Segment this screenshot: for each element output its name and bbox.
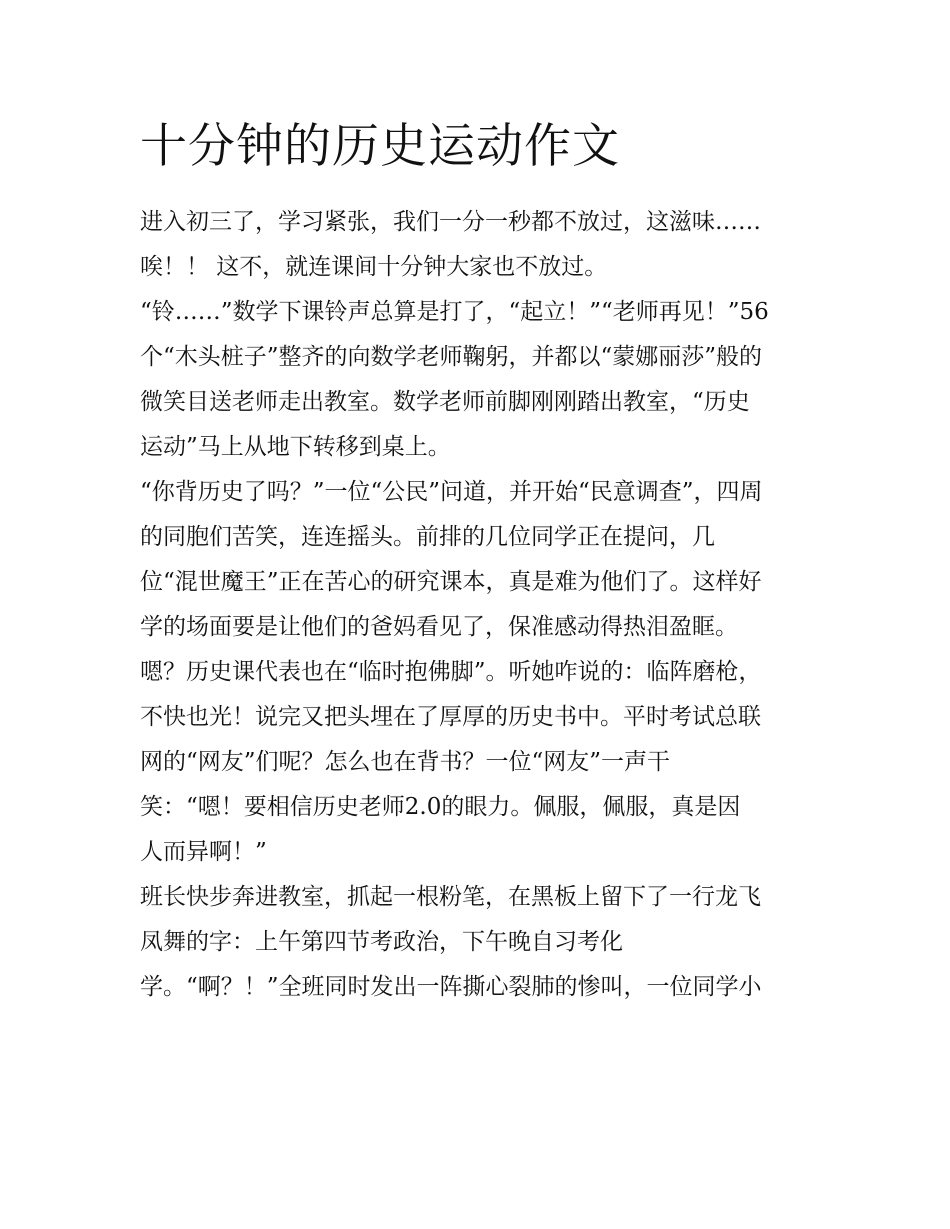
text-line: “铃……”数学下课铃声总算是打了，“起立！”“老师再见！”56	[140, 299, 769, 325]
document-title: 十分钟的历史运动作文	[140, 119, 620, 174]
text-line: 微笑目送老师走出教室。数学老师前脚刚刚踏出教室，“历史	[140, 389, 750, 415]
text-line: 学的场面要是让他们的爸妈看见了，保准感动得热泪盈眶。	[140, 614, 738, 640]
text-line: 笑：“嗯！要相信历史老师2.0的眼力。佩服，佩服，真是因	[140, 794, 741, 820]
text-line: 运动”马上从地下转移到桌上。	[140, 434, 451, 460]
document-body	[140, 200, 820, 1010]
text-line: 网的“网友”们呢？怎么也在背书？一位“网友”一声干	[140, 749, 671, 775]
text-line: 位“混世魔王”正在苦心的研究课本，真是难为他们了。这样好	[140, 569, 762, 595]
text-line: 班长快步奔进教室，抓起一根粉笔，在黑板上留下了一行龙飞	[140, 884, 761, 910]
text-line: 学。“啊？！”全班同时发出一阵撕心裂肺的惨叫，一位同学小	[140, 974, 762, 1000]
text-line: 人而异啊！”	[140, 839, 267, 865]
text-line: 嗯？历史课代表也在“临时抱佛脚”。听她咋说的：临阵磨枪，	[140, 659, 762, 685]
text-line: 个“木头桩子”整齐的向数学老师鞠躬，并都以“蒙娜丽莎”般的	[140, 344, 763, 370]
text-line: “你背历史了吗？”一位“公民”问道，并开始“民意调查”，四周	[140, 479, 763, 505]
text-line: 唉！！ 这不，就连课间十分钟大家也不放过。	[140, 254, 608, 280]
text-line: 的同胞们苦笑，连连摇头。前排的几位同学正在提问，几	[140, 524, 715, 550]
text-line: 进入初三了，学习紧张，我们一分一秒都不放过，这滋味……	[140, 209, 761, 235]
text-line: 不快也光！说完又把头埋在了厚厚的历史书中。平时考试总联	[140, 704, 761, 730]
text-line: 凤舞的字：上午第四节考政治，下午晚自习考化	[140, 929, 623, 955]
